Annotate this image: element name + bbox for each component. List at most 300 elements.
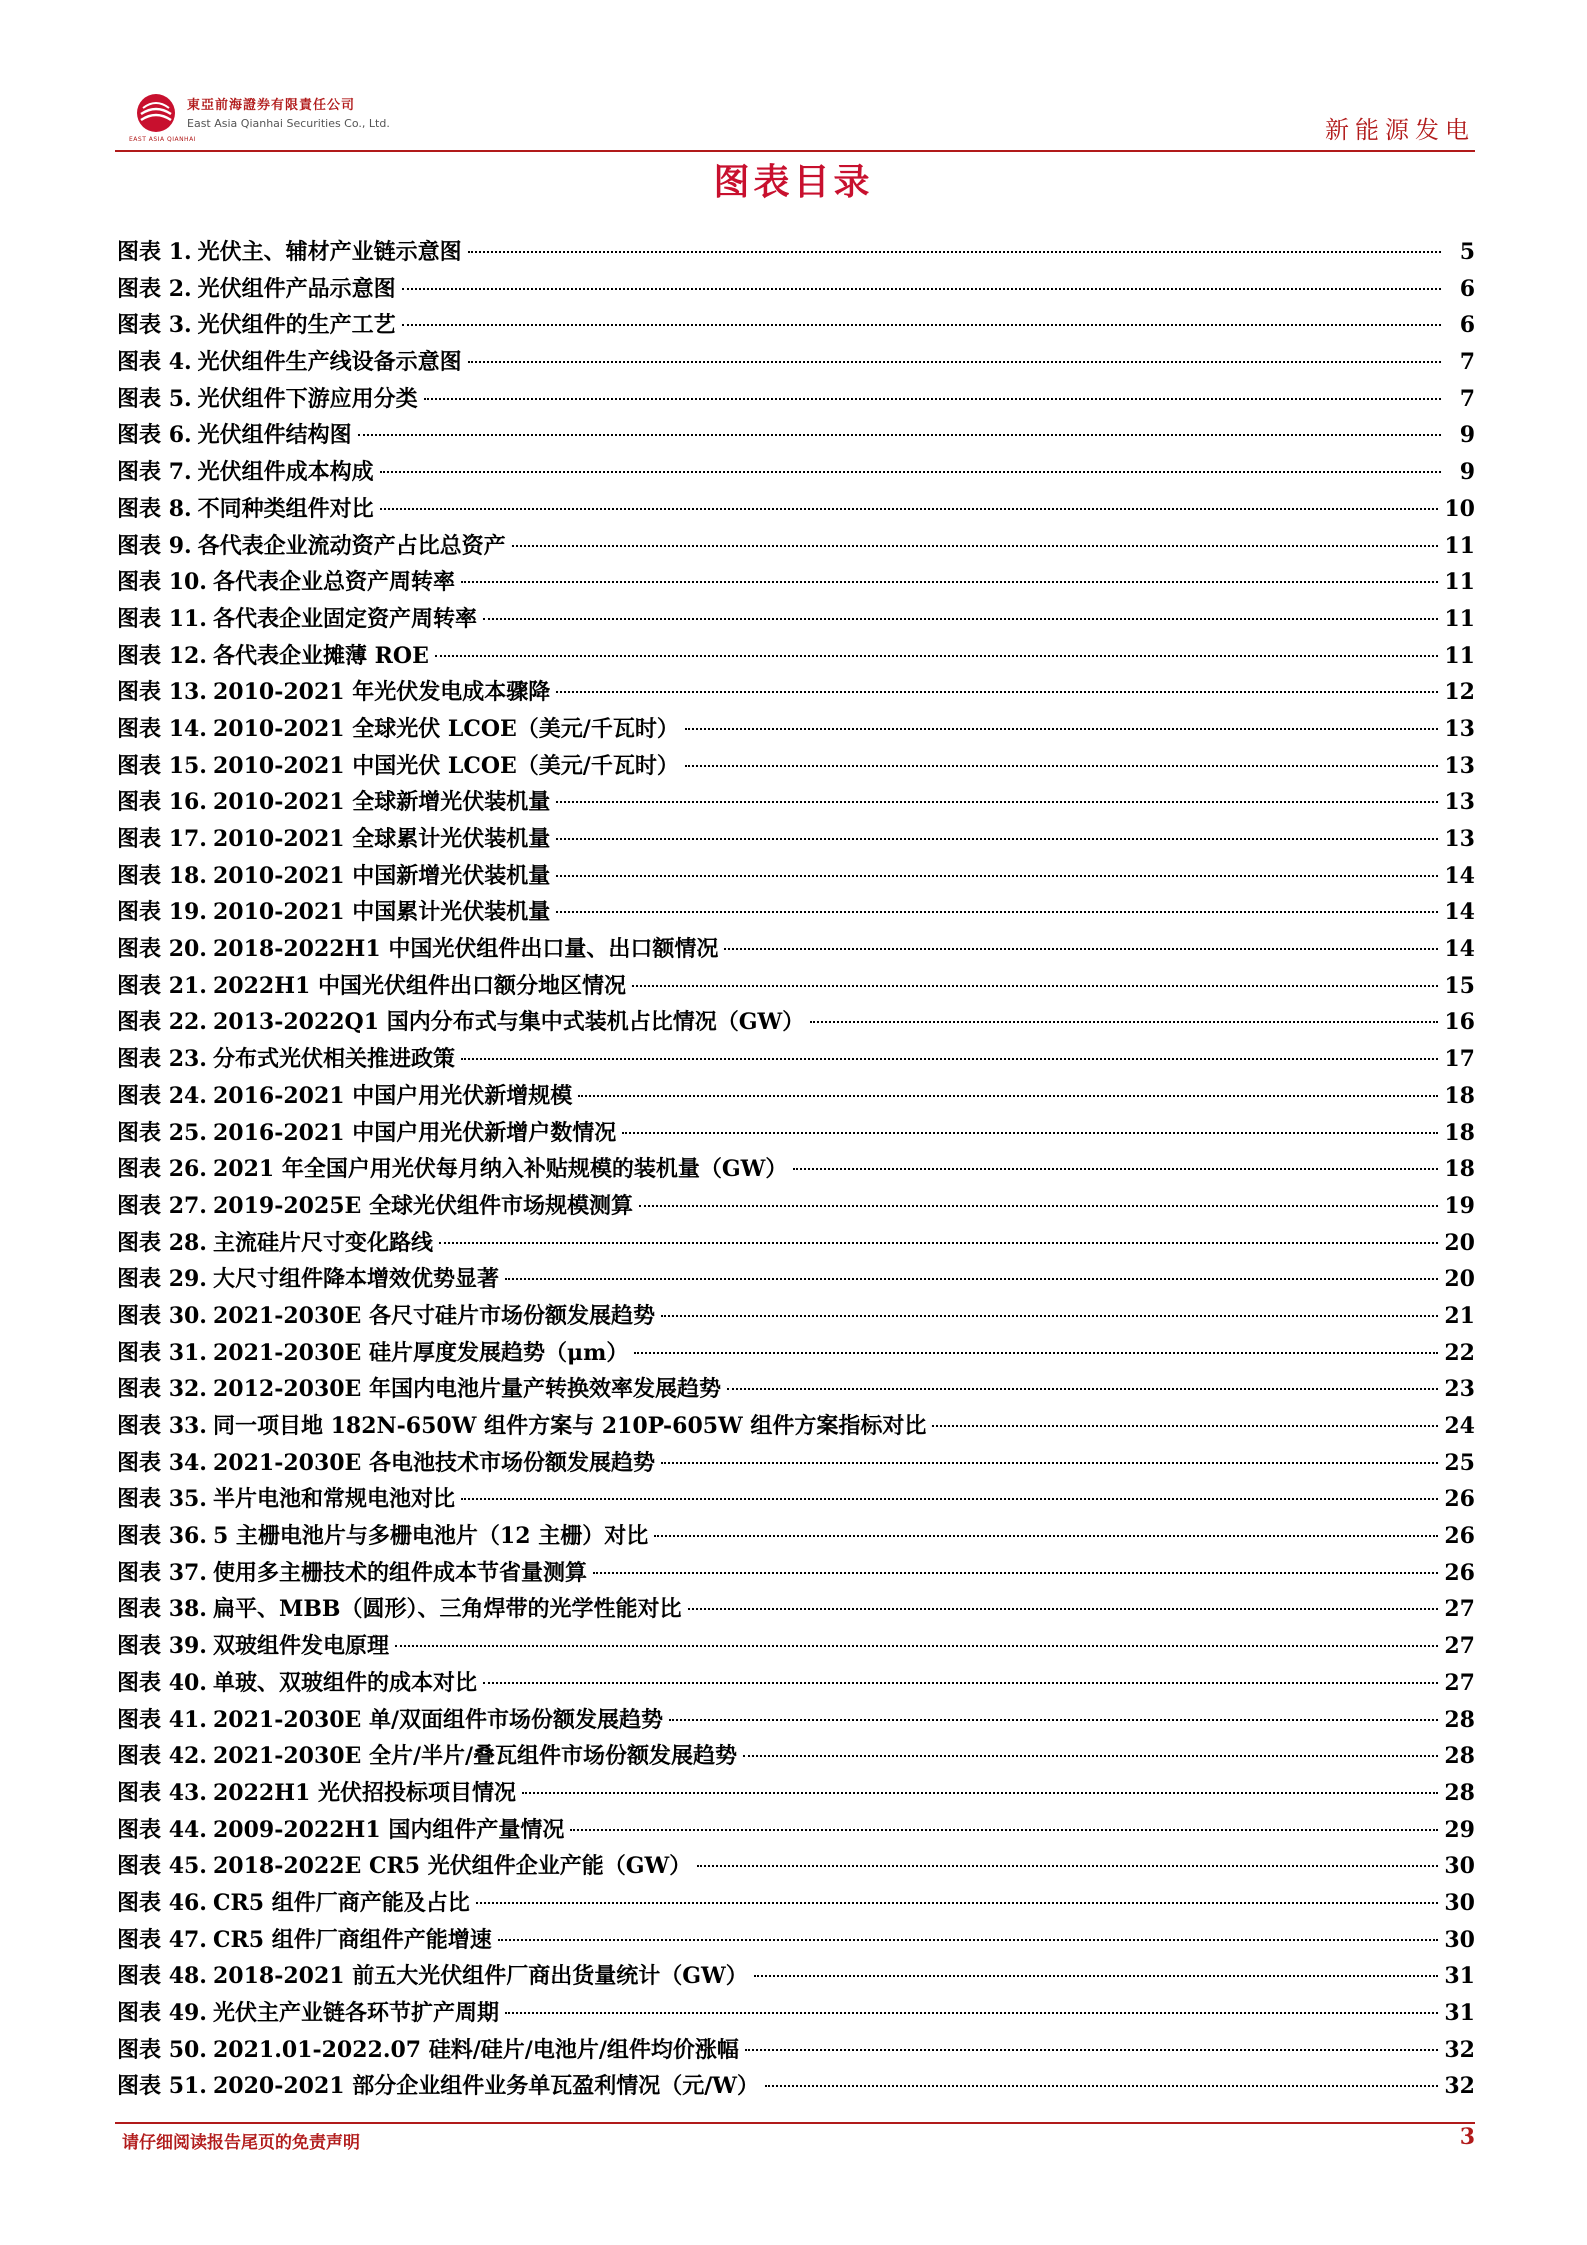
toc-entry-page: 30	[1444, 1926, 1475, 1953]
toc-entry-page: 17	[1444, 1046, 1475, 1073]
toc-entry[interactable]	[117, 564, 1475, 601]
toc-entry-title: 2018-2022H1 中国光伏组件出口量、出口额情况	[212, 936, 719, 963]
disclaimer-note: 请仔细阅读报告尾页的免责声明	[122, 2133, 360, 2153]
toc-entry-number: 图表 39.	[117, 1633, 207, 1660]
toc-dot-leader	[358, 434, 1441, 436]
toc-dot-leader	[578, 1095, 1438, 1097]
toc-entry-number: 图表 17.	[117, 826, 207, 852]
toc-dot-leader	[380, 471, 1441, 473]
toc-entry-label	[117, 821, 550, 858]
toc-dot-leader	[593, 1572, 1438, 1574]
toc-entry-label	[117, 307, 396, 344]
toc-entry-label	[117, 1702, 663, 1739]
toc-dot-leader	[632, 985, 1438, 987]
toc-entry[interactable]	[117, 1518, 1475, 1555]
toc-entry-title: CR5 组件厂商组件产能增速	[212, 1926, 492, 1953]
toc-dot-leader	[669, 1719, 1438, 1721]
toc-entry-page: 26	[1444, 1486, 1475, 1513]
toc-dot-leader	[468, 251, 1441, 253]
toc-entry-page: 20	[1444, 1229, 1475, 1256]
toc-entry-title: 2016-2021 中国户用光伏新增户数情况	[212, 1119, 617, 1146]
toc-entry-number: 图表 43.	[117, 1779, 207, 1806]
toc-entry-page: 20	[1444, 1266, 1475, 1293]
toc-dot-leader	[505, 2012, 1438, 2014]
toc-entry-label	[117, 1885, 470, 1922]
toc-dot-leader	[765, 2085, 1438, 2087]
toc-entry-title: 使用多主栅技术的组件成本节省量测算	[212, 1559, 587, 1586]
toc-entry[interactable]	[117, 1738, 1475, 1775]
toc-entry[interactable]	[117, 2032, 1475, 2069]
toc-entry[interactable]	[117, 711, 1475, 748]
toc-dot-leader	[810, 1021, 1438, 1023]
toc-dot-leader	[745, 2049, 1439, 2051]
toc-entry-number: 图表 32.	[117, 1376, 207, 1403]
toc-entry[interactable]	[117, 417, 1475, 454]
toc-entry-page: 30	[1444, 1853, 1475, 1880]
toc-entry-number: 图表 33.	[117, 1413, 207, 1439]
toc-entry-page: 19	[1444, 1192, 1475, 1219]
toc-entry-title: 2016-2021 中国户用光伏新增规模	[212, 1082, 573, 1109]
toc-entry-label	[117, 1408, 926, 1445]
toc-entry[interactable]	[117, 1188, 1475, 1225]
company-name	[187, 94, 390, 130]
toc-entry[interactable]	[117, 1702, 1475, 1739]
toc-entry[interactable]	[117, 1408, 1475, 1445]
toc-entry-page: 13	[1444, 789, 1475, 816]
toc-dot-leader	[556, 691, 1438, 693]
toc-entry-page: 11	[1444, 532, 1475, 559]
toc-entry-label	[117, 564, 455, 601]
toc-entry[interactable]	[117, 1371, 1475, 1408]
toc-entry-title: 2010-2021 全球累计光伏装机量	[212, 826, 551, 852]
toc-entry-number: 图表 44.	[117, 1816, 207, 1843]
toc-entry-page: 14	[1444, 936, 1475, 963]
toc-entry-title: CR5 组件厂商产能及占比	[212, 1889, 470, 1916]
toc-entry-label	[117, 1078, 572, 1115]
toc-entry-label	[117, 674, 550, 711]
toc-entry-label	[117, 1591, 682, 1628]
toc-dot-leader	[483, 618, 1438, 620]
toc-entry-title: 2010-2021 全球新增光伏装机量	[212, 789, 551, 816]
toc-entry-title: 光伏组件结构图	[197, 422, 352, 449]
toc-entry-label	[117, 234, 462, 271]
toc-entry-page: 7	[1459, 349, 1475, 376]
toc-entry[interactable]	[117, 234, 1475, 271]
toc-dot-leader	[461, 581, 1438, 583]
toc-entry-title: 光伏主产业链各环节扩产周期	[212, 2000, 499, 2026]
toc-entry[interactable]	[117, 307, 1475, 344]
toc-entry-title: 2018-2022E CR5 光伏组件企业产能（GW）	[212, 1853, 692, 1880]
toc-entry-page: 32	[1444, 2073, 1475, 2100]
toc-entry-number: 图表 30.	[117, 1302, 207, 1329]
toc-entry-title: 2010-2021 全球光伏 LCOE（美元/千瓦时）	[212, 715, 679, 742]
toc-entry-number: 图表 15.	[117, 752, 207, 779]
toc-entry-page: 23	[1444, 1376, 1475, 1403]
toc-entry-number: 图表 51.	[117, 2073, 207, 2100]
toc-entry[interactable]	[117, 1775, 1475, 1812]
toc-entry-title: 光伏组件的生产工艺	[197, 312, 396, 339]
toc-dot-leader	[483, 1682, 1438, 1684]
toc-entry-label	[117, 858, 550, 895]
toc-entry[interactable]	[117, 1225, 1475, 1262]
toc-entry-page: 18	[1444, 1119, 1475, 1146]
toc-entry-page: 31	[1444, 2000, 1475, 2026]
toc-entry-page: 28	[1444, 1706, 1475, 1733]
toc-entry-number: 图表 26.	[117, 1156, 207, 1183]
toc-entry-number: 图表 14.	[117, 715, 207, 742]
toc-entry-label	[117, 1261, 499, 1298]
toc-entry-page: 11	[1444, 605, 1475, 632]
toc-dot-leader	[685, 765, 1439, 767]
toc-entry[interactable]	[117, 1115, 1475, 1152]
toc-entry-number: 图表 7.	[117, 459, 192, 486]
toc-entry-label	[117, 1188, 633, 1225]
toc-entry-label	[117, 1555, 587, 1592]
toc-entry[interactable]	[117, 1445, 1475, 1482]
toc-entry-page: 6	[1459, 312, 1475, 339]
toc-entry-page: 7	[1459, 385, 1475, 412]
toc-entry-title: 分布式光伏相关推进政策	[212, 1046, 455, 1073]
toc-entry-title: 各代表企业总资产周转率	[212, 569, 455, 596]
toc-entry-label	[117, 491, 374, 528]
toc-entry-number: 图表 36.	[117, 1523, 207, 1550]
toc-entry[interactable]	[117, 931, 1475, 968]
toc-entry-number: 图表 31.	[117, 1339, 207, 1366]
toc-entry[interactable]	[117, 894, 1475, 931]
toc-entry-title: 2022H1 光伏招投标项目情况	[212, 1779, 516, 1806]
toc-entry-number: 图表 46.	[117, 1889, 207, 1916]
toc-entry[interactable]	[117, 821, 1475, 858]
toc-entry-page: 12	[1444, 679, 1475, 706]
toc-entry-label	[117, 1812, 564, 1849]
toc-dot-leader	[424, 398, 1441, 400]
toc-entry-title: 2021-2030E 各电池技术市场份额发展趋势	[212, 1449, 655, 1476]
toc-entry-title: 半片电池和常规电池对比	[212, 1486, 455, 1513]
toc-entry-title: 光伏主、辅材产业链示意图	[197, 239, 462, 265]
toc-entry-label	[117, 894, 550, 931]
toc-entry-number: 图表 35.	[117, 1486, 207, 1513]
toc-entry-page: 9	[1459, 459, 1475, 486]
toc-entry-label	[117, 1628, 389, 1665]
toc-entry-number: 图表 2.	[117, 275, 192, 302]
toc-entry-label	[117, 2032, 739, 2069]
toc-entry[interactable]	[117, 858, 1475, 895]
toc-entry-page: 32	[1444, 2036, 1475, 2063]
toc-entry-number: 图表 6.	[117, 422, 192, 449]
toc-dot-leader	[556, 911, 1438, 913]
toc-entry[interactable]	[117, 638, 1475, 675]
toc-dot-leader	[661, 1462, 1438, 1464]
toc-entry-page: 6	[1459, 275, 1475, 302]
toc-entry-label	[117, 968, 626, 1005]
toc-dot-leader	[688, 1608, 1439, 1610]
page-number: 3	[1459, 2124, 1475, 2150]
toc-entry-label	[117, 748, 679, 785]
toc-entry[interactable]	[117, 674, 1475, 711]
toc-entry-title: 2012-2030E 年国内电池片量产转换效率发展趋势	[212, 1376, 721, 1403]
section-label: 新能源发电	[1325, 116, 1475, 144]
toc-entry-label	[117, 1848, 691, 1885]
toc-entry-page: 14	[1444, 862, 1475, 889]
toc-entry[interactable]	[117, 491, 1475, 528]
toc-entry-number: 图表 19.	[117, 899, 207, 926]
toc-entry[interactable]	[117, 1591, 1475, 1628]
toc-entry-page: 27	[1444, 1669, 1475, 1696]
toc-entry-number: 图表 3.	[117, 312, 192, 339]
toc-entry-page: 22	[1444, 1339, 1475, 1366]
toc-entry-title: 2021-2030E 硅片厚度发展趋势（μm）	[212, 1339, 629, 1366]
toc-dot-leader	[556, 838, 1438, 840]
toc-entry[interactable]	[117, 784, 1475, 821]
toc-entry-title: 扁平、MBB（圆形）、三角焊带的光学性能对比	[212, 1596, 682, 1623]
toc-entry-title: 主流硅片尺寸变化路线	[212, 1229, 433, 1256]
toc-dot-leader	[402, 288, 1441, 290]
toc-entry[interactable]	[117, 1078, 1475, 1115]
toc-entry[interactable]	[117, 528, 1475, 565]
toc-entry-page: 18	[1444, 1156, 1475, 1183]
toc-entry-title: 2019-2025E 全球光伏组件市场规模测算	[212, 1192, 633, 1219]
toc-entry-label	[117, 1004, 804, 1041]
toc-entry-label	[117, 1738, 737, 1775]
toc-dot-leader	[754, 1975, 1439, 1977]
toc-entry-label	[117, 601, 477, 638]
toc-dot-leader	[697, 1865, 1438, 1867]
toc-entry-number: 图表 28.	[117, 1229, 207, 1256]
toc-dot-leader	[661, 1315, 1438, 1317]
toc-entry-label	[117, 931, 718, 968]
toc-entry-page: 25	[1444, 1449, 1475, 1476]
toc-entry[interactable]	[117, 601, 1475, 638]
logo-subtext: EAST ASIA QIANHAI	[129, 136, 196, 143]
page-title: 图表目录	[713, 161, 874, 203]
toc-entry-label	[117, 2068, 759, 2105]
toc-entry-number: 图表 16.	[117, 789, 207, 816]
toc-entry-number: 图表 20.	[117, 936, 207, 963]
toc-entry-page: 18	[1444, 1082, 1475, 1109]
toc-entry-number: 图表 42.	[117, 1743, 207, 1770]
toc-dot-leader	[622, 1132, 1438, 1134]
toc-entry[interactable]	[117, 1151, 1475, 1188]
toc-entry-label	[117, 271, 396, 308]
company-name-en: East Asia Qianhai Securities Co., Ltd.	[187, 117, 390, 130]
toc-dot-leader	[570, 1829, 1438, 1831]
toc-entry[interactable]	[117, 271, 1475, 308]
toc-entry-number: 图表 49.	[117, 2000, 207, 2026]
toc-entry[interactable]	[117, 1481, 1475, 1518]
toc-entry-number: 图表 47.	[117, 1926, 207, 1953]
toc-entry-label	[117, 784, 550, 821]
toc-entry-title: 2021-2030E 单/双面组件市场份额发展趋势	[212, 1706, 664, 1733]
toc-dot-leader	[685, 728, 1439, 730]
toc-entry-page: 15	[1444, 972, 1475, 999]
toc-entry[interactable]	[117, 1995, 1475, 2032]
toc-entry[interactable]	[117, 1555, 1475, 1592]
toc-entry-title: 2021-2030E 全片/半片/叠瓦组件市场份额发展趋势	[212, 1743, 738, 1770]
toc-entry-number: 图表 18.	[117, 862, 207, 889]
toc-entry-number: 图表 5.	[117, 385, 192, 412]
toc-entry-number: 图表 25.	[117, 1119, 207, 1146]
toc-entry-page: 13	[1444, 826, 1475, 852]
toc-entry-title: 单玻、双玻组件的成本对比	[212, 1669, 477, 1696]
toc-entry[interactable]	[117, 1298, 1475, 1335]
toc-dot-leader	[743, 1755, 1438, 1757]
toc-dot-leader	[793, 1168, 1438, 1170]
toc-entry[interactable]	[117, 454, 1475, 491]
toc-entry-title: 2018-2021 前五大光伏组件厂商出货量统计（GW）	[212, 1963, 748, 1990]
toc-entry-number: 图表 37.	[117, 1559, 207, 1586]
toc-entry-title: 大尺寸组件降本增效优势显著	[212, 1266, 499, 1293]
toc-dot-leader	[556, 875, 1438, 877]
toc-dot-leader	[556, 801, 1438, 803]
toc-entry[interactable]	[117, 1628, 1475, 1665]
toc-entry-title: 各代表企业流动资产占比总资产	[197, 532, 506, 559]
toc-entry-number: 图表 41.	[117, 1706, 207, 1733]
toc-entry-label	[117, 638, 429, 675]
toc-entry[interactable]	[117, 381, 1475, 418]
toc-entry[interactable]	[117, 1261, 1475, 1298]
toc-entry-page: 13	[1444, 752, 1475, 779]
toc-entry-label	[117, 381, 418, 418]
toc-entry-number: 图表 22.	[117, 1009, 207, 1036]
toc-entry-number: 图表 50.	[117, 2036, 207, 2063]
toc-entry-title: 2020-2021 部分企业组件业务单瓦盈利情况（元/W）	[212, 2073, 759, 2100]
toc-dot-leader	[727, 1388, 1438, 1390]
toc-entry[interactable]	[117, 1665, 1475, 1702]
toc-entry-number: 图表 48.	[117, 1963, 207, 1990]
toc-entry-label	[117, 1481, 455, 1518]
company-name-cn: 東亞前海證券有限責任公司	[187, 98, 356, 113]
toc-entry[interactable]	[117, 1848, 1475, 1885]
toc-entry[interactable]	[117, 1335, 1475, 1372]
toc-entry-number: 图表 27.	[117, 1192, 207, 1219]
toc-entry-title: 光伏组件成本构成	[197, 459, 374, 486]
toc-entry-label	[117, 1225, 433, 1262]
toc-entry-page: 27	[1444, 1633, 1475, 1660]
toc-entry-page: 14	[1444, 899, 1475, 926]
toc-entry-label	[117, 1041, 455, 1078]
footer-divider	[115, 2122, 1475, 2124]
toc-dot-leader	[461, 1498, 1438, 1500]
toc-entry-title: 光伏组件下游应用分类	[197, 385, 418, 412]
toc-entry-title: 光伏组件产品示意图	[197, 275, 396, 302]
toc-entry-title: 2021-2030E 各尺寸硅片市场份额发展趋势	[212, 1302, 655, 1329]
toc-dot-leader	[639, 1205, 1438, 1207]
toc-entry-page: 16	[1444, 1009, 1475, 1036]
toc-dot-leader	[468, 361, 1441, 363]
toc-entry-label	[117, 1518, 648, 1555]
toc-entry-number: 图表 23.	[117, 1046, 207, 1073]
toc-entry-page: 27	[1444, 1596, 1475, 1623]
toc-entry-page: 5	[1459, 239, 1475, 265]
table-of-figures	[117, 234, 1475, 2105]
toc-entry-page: 24	[1444, 1413, 1475, 1439]
toc-entry-title: 2021 年全国户用光伏每月纳入补贴规模的装机量（GW）	[212, 1156, 788, 1183]
toc-entry-title: 5 主栅电池片与多栅电池片（12 主栅）对比	[212, 1523, 649, 1550]
toc-entry-label	[117, 1775, 516, 1812]
toc-dot-leader	[402, 324, 1441, 326]
toc-entry[interactable]	[117, 748, 1475, 785]
toc-entry-title: 2010-2021 中国光伏 LCOE（美元/千瓦时）	[212, 752, 679, 779]
toc-dot-leader	[654, 1535, 1438, 1537]
toc-dot-leader	[461, 1058, 1438, 1060]
toc-entry-label	[117, 1298, 655, 1335]
toc-entry-label	[117, 1995, 499, 2032]
toc-entry[interactable]	[117, 968, 1475, 1005]
toc-dot-leader	[932, 1425, 1438, 1427]
toc-entry-title: 各代表企业摊薄 ROE	[212, 642, 429, 669]
toc-entry[interactable]	[117, 1004, 1475, 1041]
header-divider	[115, 150, 1475, 152]
toc-entry-title: 同一项目地 182N-650W 组件方案与 210P-605W 组件方案指标对比	[212, 1413, 927, 1439]
toc-entry[interactable]	[117, 1812, 1475, 1849]
toc-entry-page: 29	[1444, 1816, 1475, 1843]
toc-dot-leader	[498, 1939, 1439, 1941]
toc-dot-leader	[724, 948, 1438, 950]
toc-dot-leader	[634, 1352, 1438, 1354]
toc-entry-label	[117, 1335, 628, 1372]
toc-entry-number: 图表 45.	[117, 1853, 207, 1880]
toc-entry-title: 2009-2022H1 国内组件产量情况	[212, 1816, 565, 1843]
toc-entry-page: 10	[1444, 495, 1475, 522]
toc-entry-page: 31	[1444, 1963, 1475, 1990]
toc-entry-number: 图表 11.	[117, 605, 207, 632]
toc-entry-number: 图表 13.	[117, 679, 207, 706]
toc-dot-leader	[395, 1645, 1438, 1647]
toc-entry-number: 图表 4.	[117, 349, 192, 376]
toc-dot-leader	[439, 1242, 1438, 1244]
toc-entry-page: 9	[1459, 422, 1475, 449]
toc-entry-number: 图表 12.	[117, 642, 207, 669]
toc-entry-number: 图表 9.	[117, 532, 192, 559]
toc-entry[interactable]	[117, 344, 1475, 381]
toc-entry-label	[117, 1151, 787, 1188]
toc-entry-label	[117, 1922, 492, 1959]
toc-entry-page: 11	[1444, 569, 1475, 596]
toc-entry-title: 双玻组件发电原理	[212, 1633, 389, 1660]
toc-entry[interactable]	[117, 1922, 1475, 1959]
toc-entry-label	[117, 1445, 655, 1482]
toc-entry-number: 图表 1.	[117, 239, 192, 265]
toc-entry-label	[117, 1958, 748, 1995]
toc-entry-number: 图表 24.	[117, 1082, 207, 1109]
toc-entry-label	[117, 417, 352, 454]
toc-entry-label	[117, 344, 462, 381]
toc-entry-title: 2013-2022Q1 国内分布式与集中式装机占比情况（GW）	[212, 1009, 805, 1036]
toc-dot-leader	[505, 1278, 1438, 1280]
toc-entry-title: 各代表企业固定资产周转率	[212, 605, 477, 632]
toc-entry-label	[117, 454, 374, 491]
toc-entry[interactable]	[117, 1041, 1475, 1078]
toc-entry-page: 30	[1444, 1889, 1475, 1916]
toc-entry[interactable]	[117, 1958, 1475, 1995]
toc-dot-leader	[435, 655, 1439, 657]
toc-entry-page: 28	[1444, 1779, 1475, 1806]
toc-entry-title: 不同种类组件对比	[197, 495, 374, 522]
toc-entry-label	[117, 1115, 616, 1152]
toc-entry-page: 11	[1444, 642, 1475, 669]
toc-entry-number: 图表 38.	[117, 1596, 207, 1623]
toc-entry-number: 图表 10.	[117, 569, 207, 596]
toc-dot-leader	[476, 1902, 1439, 1904]
toc-entry-label	[117, 528, 506, 565]
toc-entry-number: 图表 21.	[117, 972, 207, 999]
toc-entry-title: 光伏组件生产线设备示意图	[197, 349, 462, 376]
toc-dot-leader	[522, 1792, 1438, 1794]
toc-entry-page: 13	[1444, 715, 1475, 742]
toc-entry[interactable]	[117, 1885, 1475, 1922]
toc-entry[interactable]	[117, 2068, 1475, 2105]
toc-entry-title: 2010-2021 中国新增光伏装机量	[212, 862, 551, 889]
